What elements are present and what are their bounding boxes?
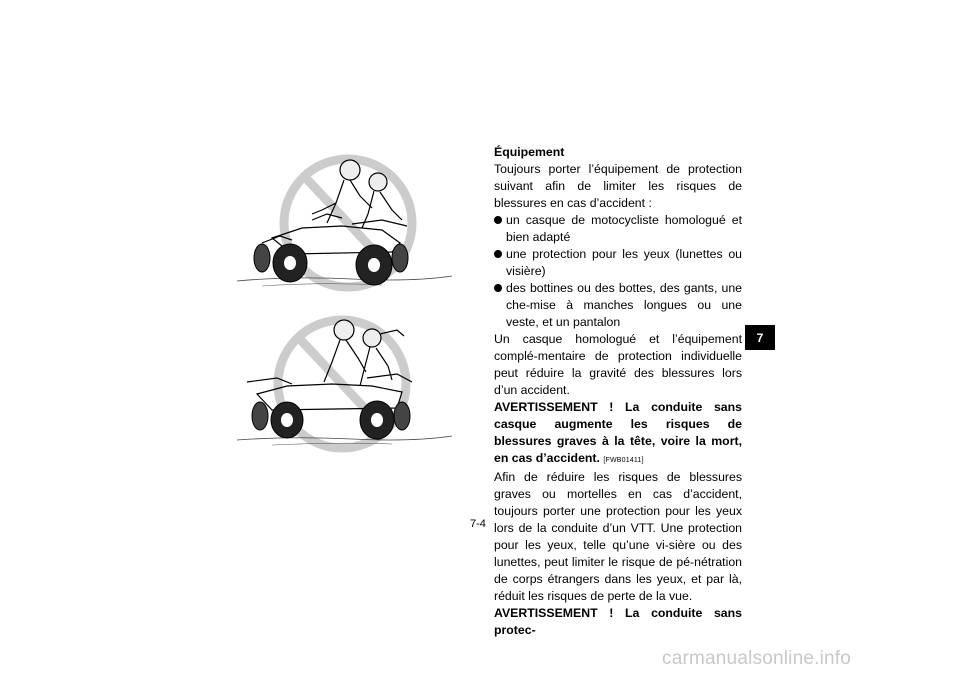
warning-code: [FWB01411]	[603, 457, 644, 464]
bullet-text: une protection pour les yeux (lunettes ou visière)	[506, 247, 742, 278]
warning-text: AVERTISSEMENT ! La conduite sans casque augmente les risques de blessures graves à la tête, voire la mort, en cas d’accident.	[494, 400, 742, 465]
list-item	[494, 280, 742, 331]
warning-paragraph	[494, 399, 742, 469]
list-item	[494, 246, 742, 280]
intro-paragraph: Toujours porter l’équipement de protection suivant afin de limiter les risques de blessures en cas d’accident :	[494, 162, 742, 210]
warning-paragraph: AVERTISSEMENT ! La conduite sans protec-	[494, 606, 742, 637]
bullet-icon	[494, 250, 502, 258]
equipment-section	[494, 144, 742, 639]
section-heading: Équipement	[494, 145, 565, 159]
watermark: carmanualsonline.info	[662, 648, 852, 669]
body-paragraph: Afin de réduire les risques de blessures graves ou mortelles en cas d’accident, toujours porter une protection pour les yeux lors de la conduite d’un VTT. Une protection pour les yeux, telle qu’une vi-sière ou des lunettes, peut limiter le risque de pé-nétration de corps étrangers dans les yeux, et par là, réduit les risques de perte de la vue.	[494, 470, 742, 603]
body-paragraph: Un casque homologué et l’équipement complé-mentaire de protection individuelle peut réduire la gravité des blessures lors d’un accident.	[494, 332, 742, 397]
bullet-text: des bottines ou des bottes, des gants, une che-mise à manches longues ou une veste, et un pantalon	[506, 281, 742, 329]
page-number: 7-4	[470, 518, 486, 530]
bullet-text: un casque de motocycliste homologué et bien adapté	[506, 213, 742, 244]
bullet-icon	[494, 284, 502, 292]
bullet-icon	[494, 216, 502, 224]
chapter-tab: 7	[745, 325, 775, 350]
atv-passenger-illustration	[232, 312, 458, 462]
atv-no-helmet-illustration	[232, 148, 458, 298]
list-item	[494, 212, 742, 246]
